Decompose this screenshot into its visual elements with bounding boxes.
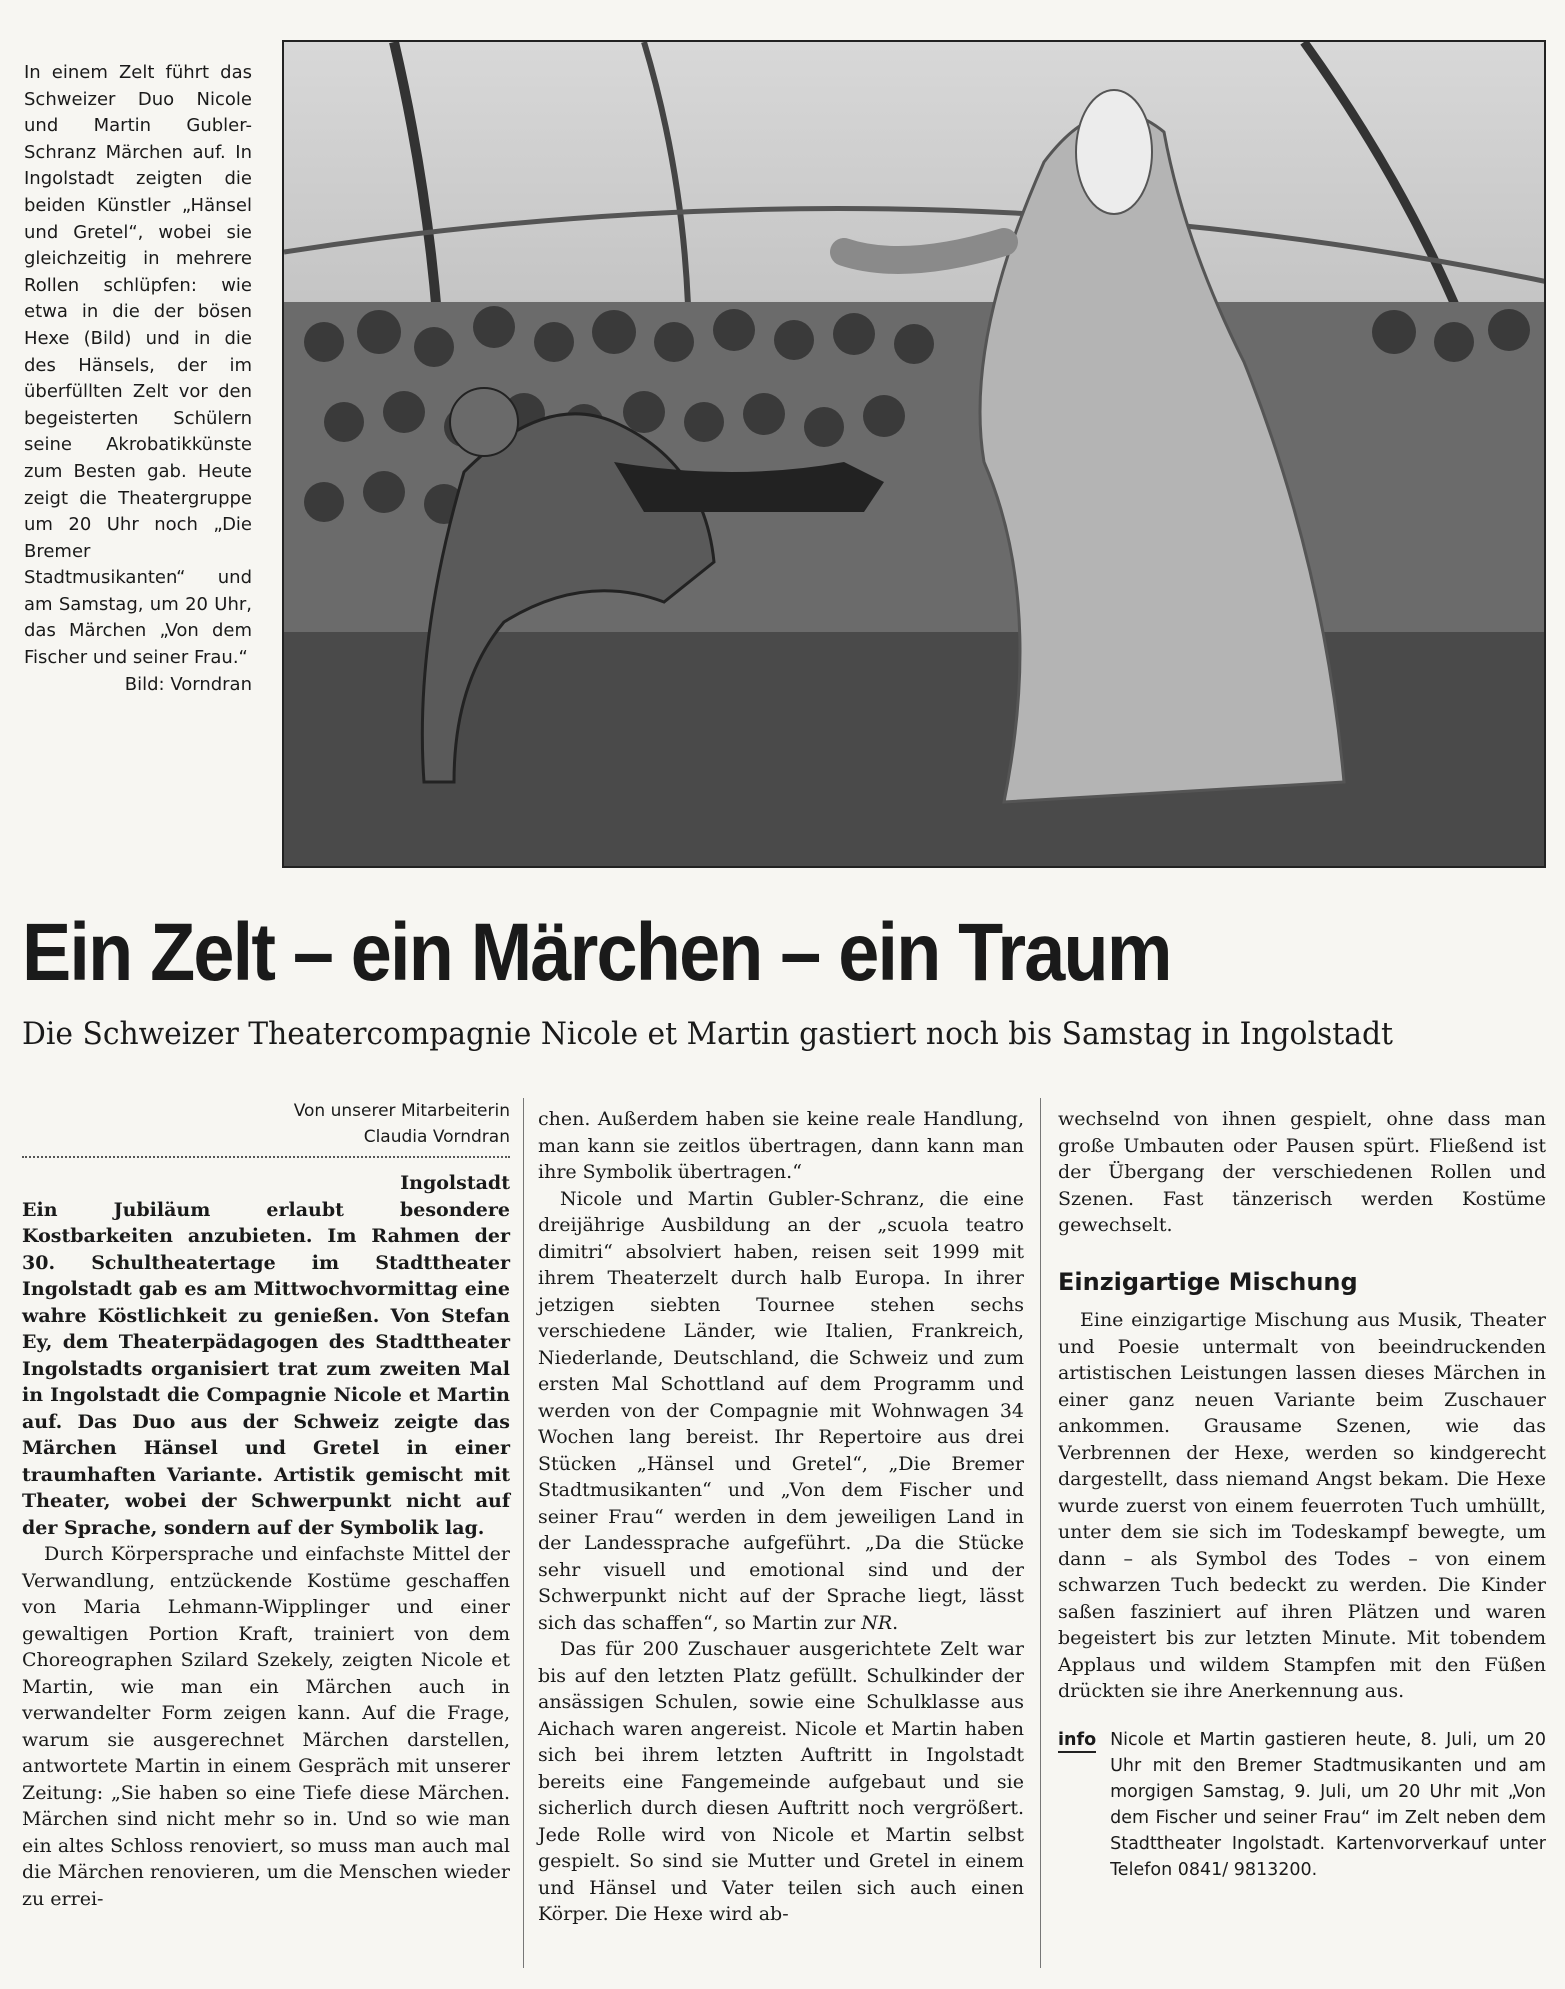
article-column-3 [1058,1106,1546,1883]
subheadline: Die Schweizer Theatercompagnie Nicole et Martin gastiert noch bis Samstag in Ingolstadt [22,1016,1393,1052]
body-paragraph: Das für 200 Zuschauer ausgerichtete Zelt war bis auf den letzten Platz gefüllt. Schulkinder der ansässigen Schulen, sowie eine Schulklasse aus Aichach waren angereist. Nicole et Martin haben sich bei ihrem letzten Auftritt in Ingolstadt bereits eine Fangemeinde aufgebaut und sie sicherlich durch diesen Auftritt noch vergrößert. Jede Rolle wird von Nicole et Martin selbst gespielt. So sind sie Mutter und Gretel in einem und Hänsel und Vater teilen sich auch einen Körper. Die Hexe wird ab- [538,1638,1024,1925]
body-paragraph: chen. Außerdem haben sie keine reale Handlung, man kann sie zeitlos übertragen, dann kann man ihre Symbolik übertragen.“ [538,1108,1024,1183]
headline: Ein Zelt – ein Märchen – ein Traum [22,907,1171,998]
byline-author: Claudia Vorndran [363,1127,510,1147]
info-tag: info [1058,1727,1096,1753]
info-box [1058,1727,1546,1883]
performance-photo [282,40,1546,868]
info-text: Nicole et Martin gastieren heute, 8. Juli, um 20 Uhr mit den Bremer Stadtmusikanten und am morgigen Samstag, 9. Juli, um 20 Uhr mit „Von dem Fischer und seiner Frau“ im Zelt neben dem Stadttheater Ingolstadt. Kartenvorverkauf unter Telefon 0841/ 9813200. [1110,1729,1546,1880]
body-paragraph-text: Nicole und Martin Gubler-Schranz, die eine dreijährige Ausbildung an der „scuola teatro dimitri“ absolviert haben, reisen seit 1999 mit ihrem Theaterzelt durch halb Europa. In ihrer jetzigen siebten Tournee stehen sechs verschiedene Länder, wie Italien, Frankreich, Niederlande, Deutschland, die Schweiz und zum ersten Mal Schottland auf dem Programm und werden von der Compagnie mit Wohnwagen 34 Wochen lang bereist. Ihr Repertoire aus drei Stücken „Hänsel und Gretel“, „Die Bremer Stadtmusikanten“ und „Von dem Fischer und seiner Frau“ werden in dem jeweiligen Land in der Landessprache aufgeführt. „Da die Stücke sehr visuell und emotional sind und der Schwerpunkt nicht auf der Sprache liegt, lässt sich das schaffen“, so Martin zur [538,1187,1024,1634]
lead-paragraph: Ein Jubiläum erlaubt besondere Kostbarkeiten anzubieten. Im Rahmen der 30. Schultheatertage im Stadttheater Ingolstadt gab es am Mittwochvormittag eine wahre Köstlichkeit zu genießen. Von Stefan Ey, dem Theaterpädagogen des Stadttheater Ingolstadts organisiert trat zum zweiten Mal in Ingolstadt die Compagnie Nicole et Martin auf. Das Duo aus der Schweiz zeigte das Märchen Hänsel und Gretel in einer traumhaften Variante. Artistik gemischt mit Theater, wobei der Schwerpunkt nicht auf der Sprache, sondern auf der Symbolik lag. [22,1198,510,1539]
section-heading: Einzigartige Mischung [1058,1267,1358,1296]
article-column-1 [22,1098,510,1912]
column-divider [1040,1098,1041,1968]
photo-caption [24,60,252,698]
dateline: Ingolstadt [400,1172,510,1194]
body-paragraph: Durch Körpersprache und einfachste Mittel der Verwandlung, entzückende Kostüme geschaffen von Maria Lehmann-Wipplinger und einer gewaltigen Portion Kraft, trainiert von dem Choreographen Szilard Szekely, zeigten Nicole et Martin, wie man ein Märchen auch in verwandelter Form zeigen kann. Auf die Frage, warum sie ausgerechnet Märchen darstellen, antwortete Martin in einem Gespräch mit unserer Zeitung: „Sie haben so eine Tiefe diese Märchen. Märchen sind nicht mehr so in. Und so wie man ein altes Schloss renoviert, so muss man auch mal die Märchen renovieren, um die Menschen wieder zu errei- [22,1543,510,1910]
caption-text: In einem Zelt führt das Schweizer Duo Nicole und Martin Gubler-Schranz Märchen auf. In Ingolstadt zeigten die beiden Künstler „Hänsel und Gretel“, wobei sie gleichzeitig in mehrere Rollen schlüpfen: wie etwa in die der bösen Hexe (Bild) und in die des Hänsels, der im überfüllten Zelt vor den begeisterten Schülern seine Akrobatikkünste zum Besten gab. Heute zeigt die Theatergruppe um 20 Uhr noch „Die Bremer Stadtmusikanten“ und am Samstag, um 20 Uhr, das Märchen „Von dem Fischer und seiner Frau.“ [24,62,252,669]
column-divider [523,1098,524,1968]
article-column-2 [538,1106,1024,1928]
body-paragraph: Eine einzigartige Mischung aus Musik, Theater und Poesie untermalt von beeindruckenden artistischen Leistungen lassen dieses Märchen in einer ganz neuen Variante beim Zuschauer ankommen. Grausame Szenen, wie das Verbrennen der Hexe, werden so kindgerecht dargestellt, dass niemand Angst bekam. Die Hexe wurde zuerst von einem feuerroten Tuch umhüllt, unter dem sie sich im Todeskampf bewegte, um dann – als Symbol des Todes – von einem schwarzen Tuch bedeckt zu werden. Die Kinder saßen fasziniert auf ihren Plätzen und waren begeistert bis zur letzten Minute. Mit tobendem Applaus und wildem Stampfen mit den Füßen drückten sie ihre Anerkennung aus. [1058,1309,1546,1702]
body-paragraph: Nicole und Martin Gubler-Schranz, die eine dreijährige Ausbildung an der „scuola teatro dimitri“ absolviert haben, reisen seit 1999 mit ihrem Theaterzelt durch halb Europa. In ihrer jetzigen siebten Tournee stehen sechs verschiedene Länder, wie Italien, Frankreich, Niederlande, Deutschland, die Schweiz und zum ersten Mal Schottland auf dem Programm und werden von der Compagnie mit Wohnwagen 34 Wochen lang bereist. Ihr Repertoire aus drei Stücken „Hänsel und Gretel“, „Die Bremer Stadtmusikanten“ und „Von dem Fischer und seiner Frau“ werden in dem jeweiligen Land in der Landessprache aufgeführt. „Da die Stücke sehr visuell und emotional sind und der Schwerpunkt nicht auf der Sprache liegt, lässt sich das schaffen“, so Martin zur NR. [538,1187,1024,1634]
byline-line-1: Von unserer Mitarbeiterin [293,1101,510,1121]
photo-credit: Bild: Vorndran [124,673,252,695]
byline [22,1098,510,1158]
photo-illustration [284,42,1546,868]
body-paragraph: wechselnd von ihnen gespielt, ohne dass man große Umbauten oder Pausen spürt. Fließend ist der Übergang der verschiedenen Rollen und Szenen. Fast tänzerisch werden Kostüme gewechselt. [1058,1108,1546,1236]
newspaper-abbreviation: NR [861,1611,893,1634]
